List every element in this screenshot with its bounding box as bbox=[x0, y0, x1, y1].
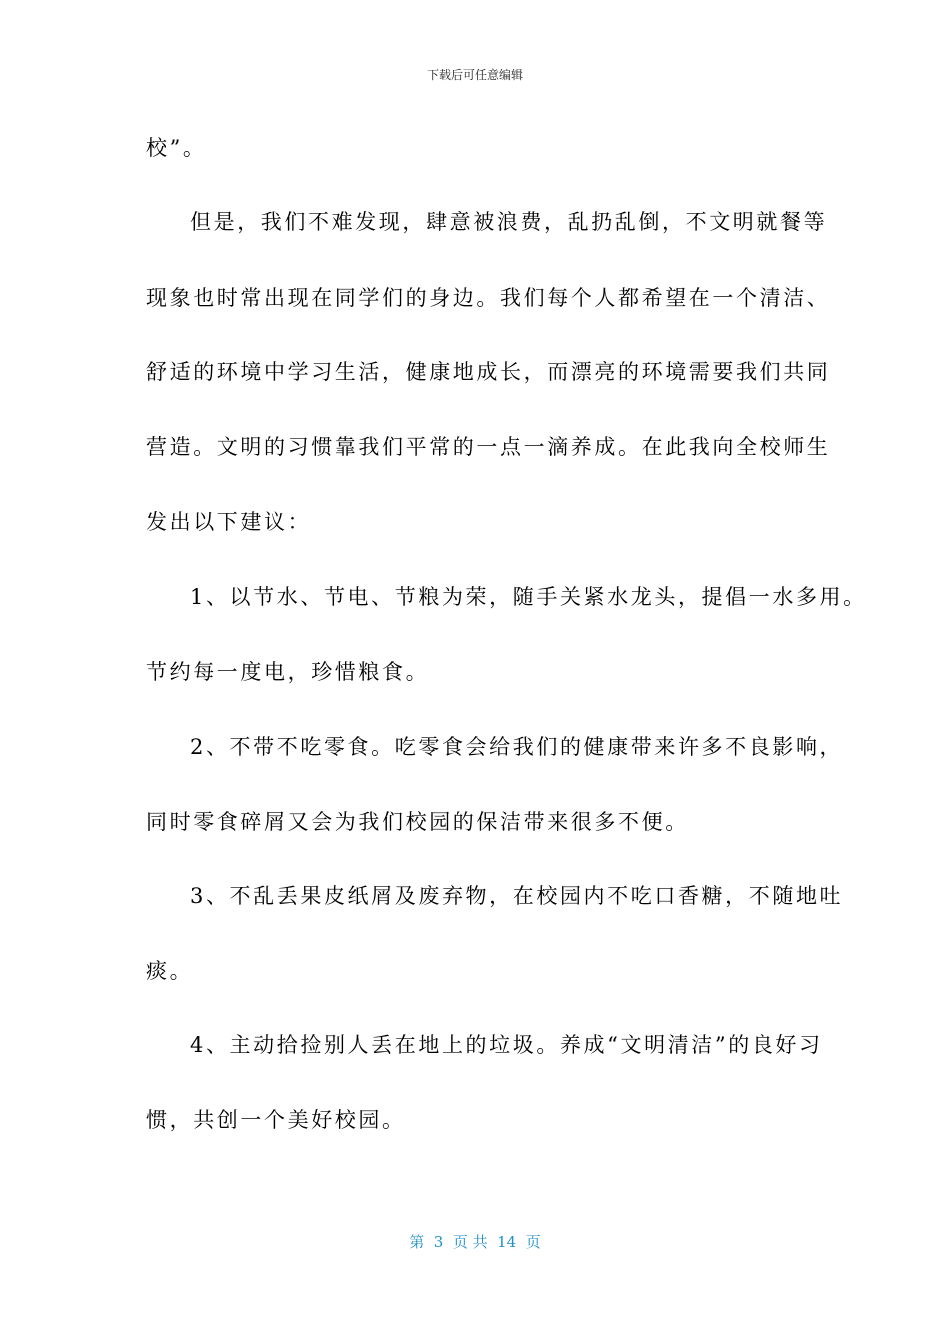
text-line: 营造。文明的习惯靠我们平常的一点一滴养成。在此我向全校师生 bbox=[146, 435, 831, 459]
paragraph-start: 但是，我们不难发现，肆意被浪费，乱扔乱倒，不文明就餐等 bbox=[190, 210, 828, 234]
list-item-1: 1、以节水、节电、节粮为荣，随手关紧水龙头，提倡一水多用。 bbox=[190, 585, 867, 609]
list-item-3: 3、不乱丢果皮纸屑及废弃物，在校园内不吃口香糖，不随地吐 bbox=[190, 884, 844, 908]
text-line: 现象也时常出现在同学们的身边。我们每个人都希望在一个清洁、 bbox=[146, 286, 831, 310]
page-header: 下载后可任意编辑 bbox=[426, 68, 523, 82]
page-footer: 第 3 页 共 14 页 bbox=[409, 1233, 541, 1251]
text-line: 痰。 bbox=[146, 959, 194, 983]
text-line: 舒适的环境中学习生活，健康地成长，而漂亮的环境需要我们共同 bbox=[146, 360, 831, 384]
list-item-4: 4、主动拾捡别人丢在地上的垃圾。养成“文明清洁”的良好习 bbox=[190, 1033, 823, 1057]
text-line: 校”。 bbox=[146, 136, 207, 160]
text-line: 同时零食碎屑又会为我们校园的保洁带来很多不便。 bbox=[146, 810, 689, 834]
text-line: 惯，共创一个美好校园。 bbox=[146, 1108, 406, 1132]
text-line: 发出以下建议： bbox=[146, 510, 312, 534]
text-line: 节约每一度电，珍惜粮食。 bbox=[146, 660, 430, 684]
list-item-2: 2、不带不吃零食。吃零食会给我们的健康带来许多不良影响， bbox=[190, 735, 844, 759]
